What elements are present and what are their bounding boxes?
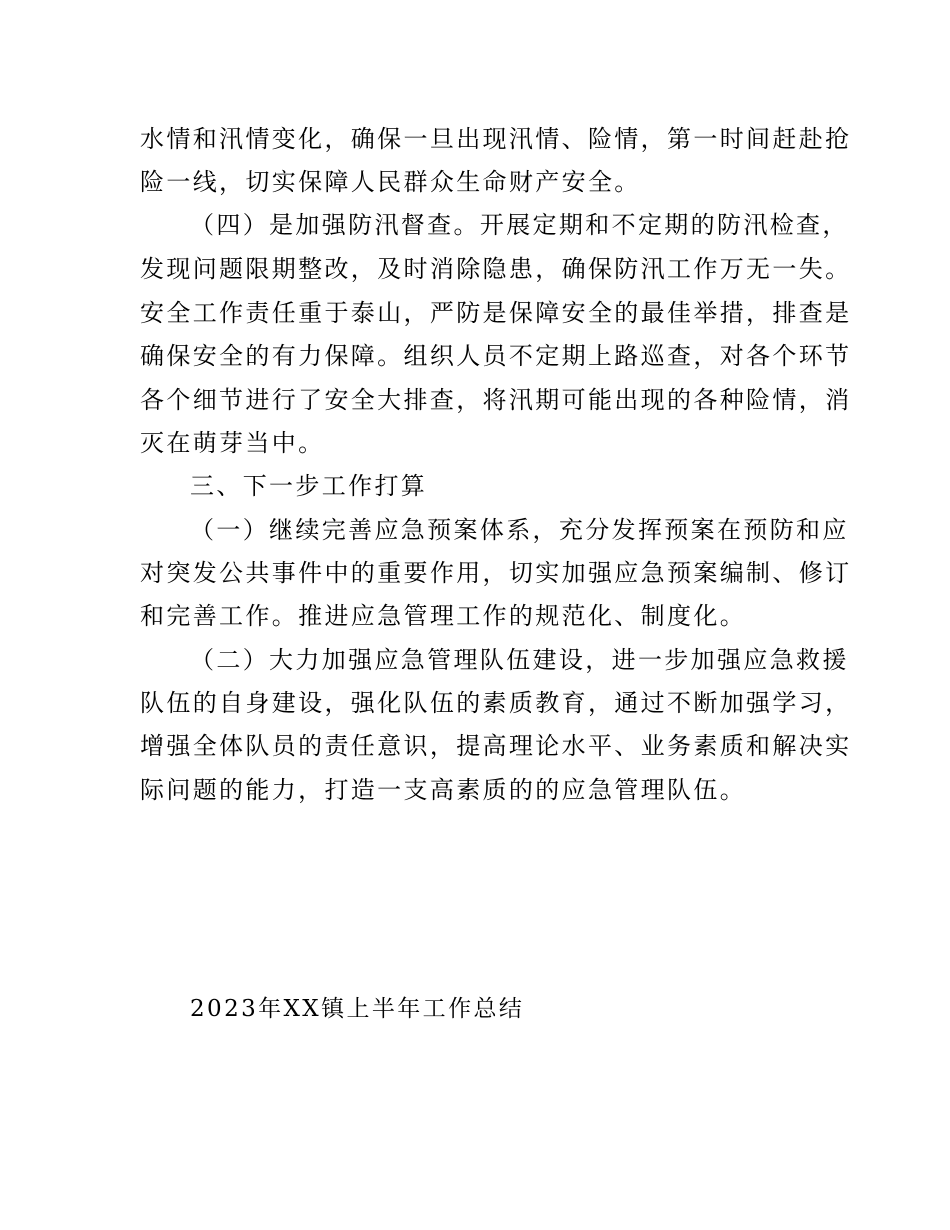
paragraph-line: （四）是加强防汛督查。开展定期和不定期的防汛检查， [190, 211, 849, 239]
document-title: 2023年XX镇上半年工作总结 [190, 996, 525, 1022]
paragraph-line: 对突发公共事件中的重要作用，切实加强应急预案编制、修订 [140, 559, 852, 587]
section-heading: 三、下一步工作打算 [190, 472, 428, 500]
paragraph-line: 和完善工作。推进应急管理工作的规范化、制度化。 [140, 602, 747, 630]
paragraph-line: （二）大力加强应急管理队伍建设，进一步加强应急救援 [190, 646, 849, 674]
paragraph-line: 险一线，切实保障人民群众生命财产安全。 [140, 168, 641, 196]
paragraph-line: 确保安全的有力保障。组织人员不定期上路巡查，对各个环节 [140, 342, 852, 370]
paragraph-line: 发现问题限期整改，及时消除隐患，确保防汛工作万无一失。 [140, 255, 852, 283]
paragraph-line: 水情和汛情变化，确保一旦出现汛情、险情，第一时间赶赴抢 [140, 125, 852, 153]
paragraph-line: 安全工作责任重于泰山，严防是保障安全的最佳举措，排查是 [140, 299, 852, 327]
paragraph-line: 队伍的自身建设，强化队伍的素质教育，通过不断加强学习， [140, 689, 852, 717]
paragraph-line: （一）继续完善应急预案体系，充分发挥预案在预防和应 [190, 516, 849, 544]
paragraph-line: 灭在萌芽当中。 [140, 429, 325, 457]
paragraph-line: 增强全体队员的责任意识，提高理论水平、业务素质和解决实 [140, 732, 852, 760]
paragraph-line: 际问题的能力，打造一支高素质的的应急管理队伍。 [140, 776, 747, 804]
paragraph-line: 各个细节进行了安全大排查，将汛期可能出现的各种险情，消 [140, 386, 852, 414]
